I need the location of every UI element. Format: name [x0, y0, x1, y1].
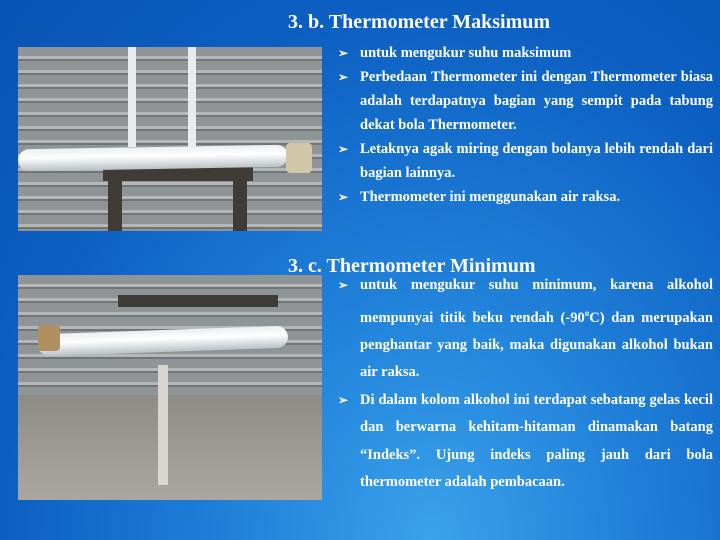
- list-item: ➢ untuk mengukur suhu minimum, karena alkohol mempunyai titik beku rendah (-90$^o$C) dan merupakan penghantar yang baik, maka digunakan alkohol bukan air raksa.: [338, 272, 713, 387]
- list-item: ➢ Thermometer ini menggunakan air raksa.: [338, 185, 713, 209]
- arrowhead-bullet-icon: ➢: [338, 70, 349, 84]
- arrowhead-bullet-icon: ➢: [338, 190, 349, 204]
- arrowhead-bullet-icon: ➢: [338, 392, 349, 407]
- section-b-bullets: [338, 41, 713, 209]
- minimum-thermometer-photo: [18, 275, 322, 500]
- maximum-thermometer-photo: [18, 47, 322, 231]
- arrowhead-bullet-icon: ➢: [338, 46, 349, 60]
- list-item: ➢ Perbedaan Thermometer ini dengan Thermometer biasa adalah terdapatnya bagian yang sempit pada tabung dekat bola Thermometer.: [338, 65, 713, 137]
- section-c-bullets: [338, 272, 713, 497]
- list-item: ➢ untuk mengukur suhu maksimum: [338, 41, 713, 65]
- list-item: ➢ Di dalam kolom alkohol ini terdapat sebatang gelas kecil dan berwarna kehitam-hitaman dinamakan batang “Indeks”. Ujung indeks paling jauh dari bola thermometer adalah pembacaan.: [338, 387, 713, 497]
- arrowhead-bullet-icon: ➢: [338, 142, 349, 156]
- arrowhead-bullet-icon: ➢: [338, 278, 349, 292]
- section-b-title: 3. b. Thermometer Maksimum: [288, 11, 551, 33]
- list-item: ➢ Letaknya agak miring dengan bolanya lebih rendah dari bagian lainnya.: [338, 137, 713, 185]
- section-c-title: 3. c. Thermometer Minimum: [288, 255, 536, 277]
